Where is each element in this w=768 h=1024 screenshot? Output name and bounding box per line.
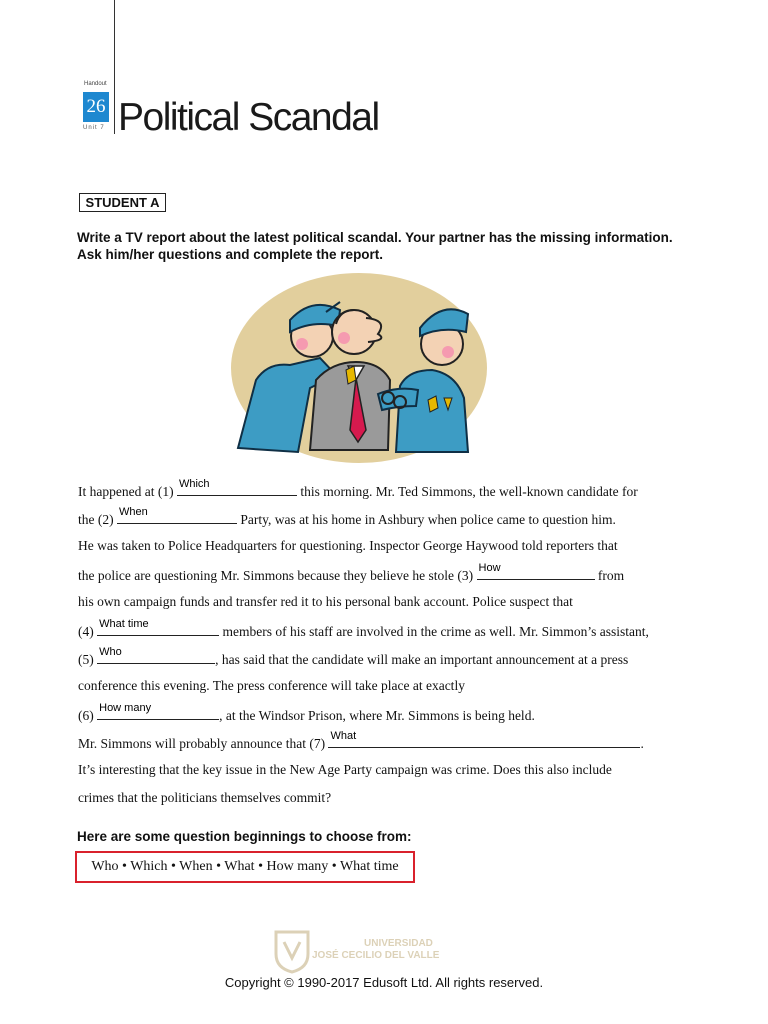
- answer-2: When: [118, 506, 148, 518]
- report-text: .: [640, 736, 644, 751]
- report-line-6: [78, 618, 649, 641]
- report-text: the police are questioning Mr. Simmons because they believe he stole (3): [78, 568, 474, 583]
- report-line-4: [78, 562, 625, 585]
- instructions: Write a TV report about the latest political scandal. Your partner has the missing information. Ask him/her questions and complete the report.: [77, 230, 673, 262]
- page-title: Political Scandal: [118, 96, 379, 139]
- report-text: It happened at (1): [78, 484, 174, 499]
- report-text: Mr. Simmons will probably announce that (7): [78, 736, 326, 751]
- report-text: , has said that the candidate will make an important announcement at a press: [215, 652, 629, 667]
- report-line-5: his own campaign funds and transfer red it to his personal bank account. Police suspect that: [78, 594, 573, 609]
- report-text: (5): [78, 652, 94, 667]
- answer-blank-5[interactable]: [97, 646, 215, 664]
- university-crest-icon: [272, 928, 312, 974]
- answer-blank-3[interactable]: [477, 562, 595, 580]
- arrest-illustration: [228, 270, 490, 475]
- report-line-11: It’s interesting that the key issue in the New Age Party campaign was crime. Does this also include: [78, 762, 612, 777]
- report-text: Party, was at his home in Ashbury when police came to question him.: [240, 512, 616, 527]
- handout-label: Handout: [84, 81, 107, 87]
- report-text: , at the Windsor Prison, where Mr. Simmons is being held.: [219, 708, 535, 723]
- university-logo: [262, 920, 512, 982]
- question-heading: Here are some question beginnings to choose from:: [77, 829, 412, 844]
- header-divider-line: [114, 0, 115, 134]
- report-line-1: [78, 478, 638, 501]
- report-line-9: [78, 702, 535, 725]
- question-words-box: Who • Which • When • What • How many • What time: [75, 851, 415, 883]
- answer-5: Who: [99, 646, 122, 658]
- answer-blank-4[interactable]: [97, 618, 219, 636]
- answer-blank-6[interactable]: [97, 702, 219, 720]
- logo-line-2: JOSÉ CECILIO DEL VALLE: [312, 950, 440, 961]
- answer-7: What: [330, 730, 357, 742]
- report-text: members of his staff are involved in the crime as well. Mr. Simmon’s assistant,: [222, 624, 649, 639]
- logo-text: [312, 938, 439, 962]
- report-text: (6): [78, 708, 94, 723]
- report-line-7: [78, 646, 629, 669]
- report-line-10: [78, 730, 644, 753]
- report-text: this morning. Mr. Ted Simmons, the well-known candidate for: [300, 484, 638, 499]
- answer-3: How: [478, 562, 501, 574]
- answer-blank-1[interactable]: [177, 478, 297, 496]
- report-line-3: He was taken to Police Headquarters for questioning. Inspector George Haywood told reporters that: [78, 538, 618, 553]
- report-text: (4): [78, 624, 94, 639]
- answer-1: Which: [178, 478, 210, 490]
- answer-6: How many: [99, 702, 152, 714]
- report-text: the (2): [78, 512, 114, 527]
- report-line-2: [78, 506, 616, 529]
- logo-line-1: UNIVERSIDAD: [364, 938, 433, 949]
- copyright: Copyright © 1990-2017 Edusoft Ltd. All rights reserved.: [224, 975, 544, 990]
- answer-blank-7[interactable]: [328, 730, 640, 748]
- report-line-8: conference this evening. The press conference will take place at exactly: [78, 678, 465, 693]
- unit-label: Unit 7: [83, 125, 105, 131]
- answer-4: What time: [99, 618, 149, 630]
- report-text: from: [597, 568, 625, 583]
- answer-blank-2[interactable]: [117, 506, 237, 524]
- report-line-12: crimes that the politicians themselves commit?: [78, 790, 332, 805]
- student-label: STUDENT A: [79, 193, 166, 212]
- handout-number: 26: [83, 92, 109, 122]
